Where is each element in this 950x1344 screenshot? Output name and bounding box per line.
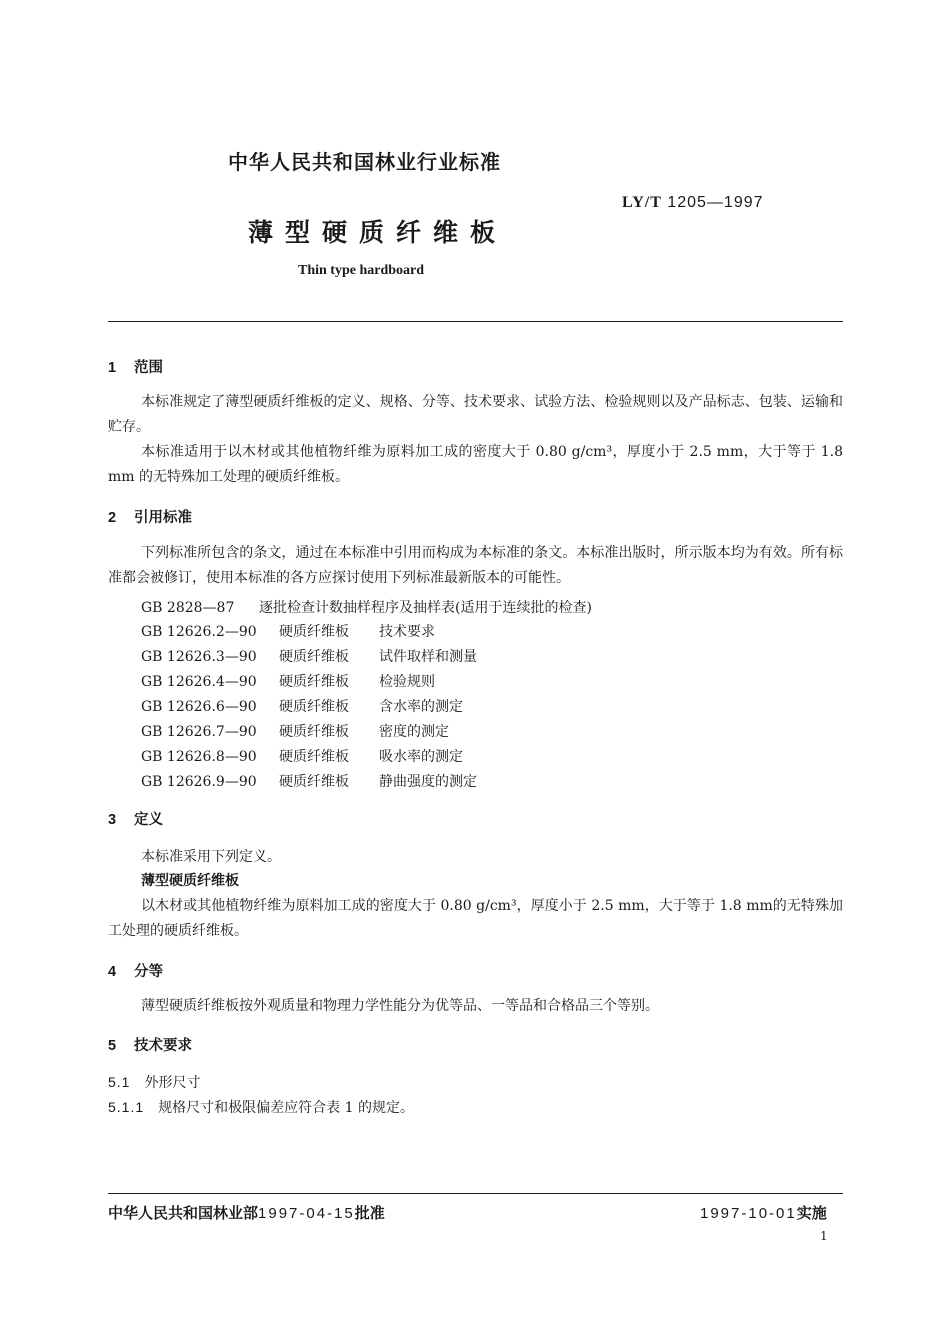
document-title-english: Thin type hardboard: [298, 263, 425, 278]
section-4-paragraph-1: 薄型硬质纤维板按外观质量和物理力学性能分为优等品、一等品和合格品三个等别。: [141, 998, 659, 1014]
standard-category-title: 中华人民共和国林业行业标准: [228, 150, 501, 174]
clause-5-1-1: 5.1.1 规格尺寸和极限偏差应符合表 1 的规定。: [108, 1099, 414, 1116]
reference-item: GB 12626.6—90 硬质纤维板 含水率的测定: [141, 699, 463, 715]
page-number: 1: [820, 1229, 828, 1243]
approval-date: 1997-04-15: [258, 1205, 355, 1222]
reference-item: GB 12626.7—90 硬质纤维板 密度的测定: [141, 724, 449, 740]
document-title: 薄型硬质纤维板: [248, 218, 508, 247]
section-1-paragraph-2: 本标准适用于以木材或其他植物纤维为原料加工成的密度大于 0.80 g/cm³，厚度小于 2.5 mm，大于等于 1.8 mm 的无特殊加工处理的硬质纤维板。: [108, 444, 843, 485]
footer-divider: [108, 1193, 843, 1194]
section-2-paragraph-1: 下列标准所包含的条文，通过在本标准中引用而构成为本标准的条文。本标准出版时，所示版本均为有效。所有标准都会被修订，使用本标准的各方应探讨使用下列标准最新版本的可能性。: [108, 545, 843, 586]
reference-item: GB 12626.8—90 硬质纤维板 吸水率的测定: [141, 749, 463, 765]
section-heading-1: 1 范围: [108, 360, 163, 376]
effective-label: 实施: [796, 1204, 827, 1222]
definition-term: 薄型硬质纤维板: [141, 873, 239, 889]
reference-item: GB 12626.9—90 硬质纤维板 静曲强度的测定: [141, 774, 477, 790]
approval-line: [108, 1202, 385, 1223]
standard-code-prefix: LY/T: [622, 194, 662, 211]
reference-item: GB 12626.3—90 硬质纤维板 试件取样和测量: [141, 649, 477, 665]
reference-item: GB 2828—87 逐批检查计数抽样程序及抽样表(适用于连续批的检查): [141, 600, 592, 616]
section-heading-2: 2 引用标准: [108, 510, 192, 526]
clause-5-1: 5.1 外形尺寸: [108, 1074, 201, 1091]
section-1-paragraph-1: 本标准规定了薄型硬质纤维板的定义、规格、分等、技术要求、试验方法、检验规则以及产品标志、包装、运输和贮存。: [108, 394, 843, 435]
section-heading-5: 5 技术要求: [108, 1038, 192, 1054]
standard-code: [622, 194, 764, 212]
header-divider: [108, 321, 843, 322]
approval-label: 批准: [354, 1204, 385, 1222]
effective-line: [700, 1202, 827, 1223]
issuer: 中华人民共和国林业部: [108, 1204, 259, 1222]
reference-item: GB 12626.2—90 硬质纤维板 技术要求: [141, 624, 435, 640]
section-3-intro: 本标准采用下列定义。: [141, 849, 281, 865]
section-heading-4: 4 分等: [108, 964, 163, 980]
section-heading-3: 3 定义: [108, 812, 163, 828]
effective-date: 1997-10-01: [700, 1205, 797, 1222]
definition-text: 以木材或其他植物纤维为原料加工成的密度大于 0.80 g/cm³，厚度小于 2.5 mm，大于等于 1.8 mm的无特殊加工处理的硬质纤维板。: [108, 898, 843, 939]
standard-code-number: 1205—1997: [667, 194, 764, 211]
reference-item: GB 12626.4—90 硬质纤维板 检验规则: [141, 674, 435, 690]
